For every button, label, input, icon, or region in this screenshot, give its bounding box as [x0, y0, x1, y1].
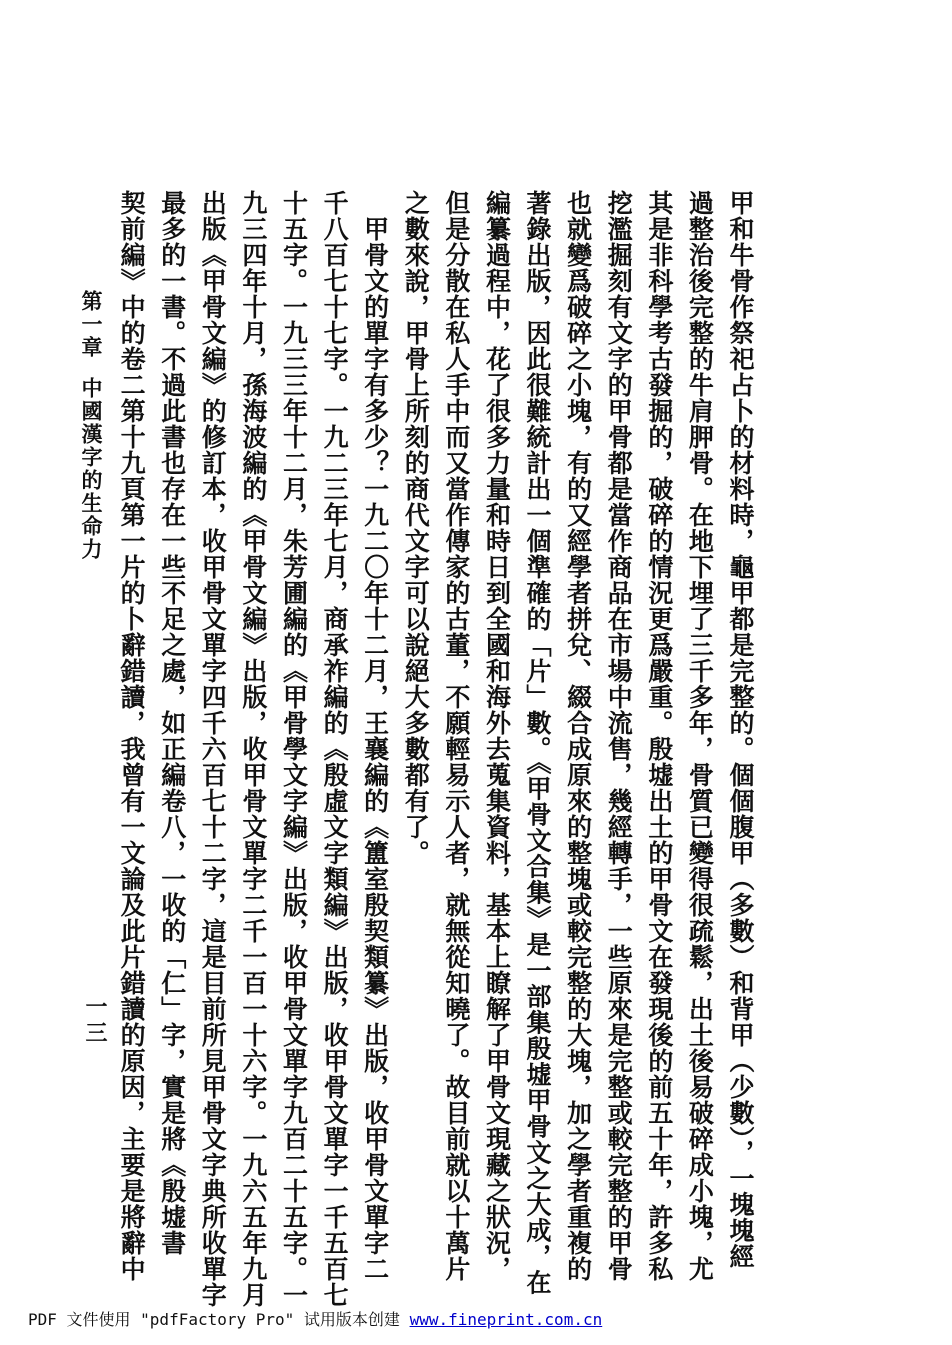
text-column: 也就變爲破碎之小塊，有的又經學者拼兌、綴合成原來的整塊或較完整的大塊，加之學者重複的: [563, 190, 593, 1282]
chapter-title: 中國漢字的生命力: [79, 377, 104, 561]
pdf-footer: [28, 1307, 602, 1330]
text-column: 編纂過程中，花了很多力量和時日到全國和海外去蒐集資料，基本上瞭解了甲骨文現藏之狀況，: [482, 190, 512, 1282]
text-column: 著錄出版，因此很難統計出一個準確的「片」數。《甲骨文合集》是一部集殷墟甲骨文之大成，在: [523, 190, 553, 1296]
page-number: 一三: [82, 995, 108, 1047]
text-column: 甲和牛骨作祭祀占卜的材料時，龜甲都是完整的。個個腹甲（多數）和背甲（少數），一塊塊經: [726, 190, 755, 1270]
footer-text: PDF 文件使用 "pdfFactory Pro" 试用版本创建: [28, 1310, 410, 1329]
text-column: 九三四年十月，孫海波編的《甲骨文編》出版，收甲骨文單字二千一百一十六字。一九六五年九月: [238, 190, 268, 1308]
chapter-label: 第一章: [79, 290, 104, 359]
text-column: 但是分散在私人手中而又當作傳家的古董，不願輕易示人者，就無從知曉了。故目前就以十萬片: [441, 190, 471, 1282]
running-head: [76, 290, 106, 561]
text-column: 出版《甲骨文編》的修訂本，收甲骨文單字四千六百七十二字，這是目前所見甲骨文字典所收單字: [198, 190, 228, 1308]
text-column: 其是非科學考古發掘的，破碎的情況更爲嚴重。殷墟出土的甲骨文在發現後的前五十年，許多私: [644, 190, 674, 1282]
text-column: 甲骨文的單字有多少？一九二〇年十二月，王襄編的《簠室殷契類纂》出版，收甲骨文單字二: [360, 190, 390, 1282]
footer-link[interactable]: www.fineprint.com.cn: [409, 1310, 603, 1329]
text-column: 之數來說，甲骨上所刻的商代文字可以說絕大多數都有了。: [401, 190, 431, 866]
text-column: 挖濫掘刻有文字的甲骨都是當作商品在市場中流售，幾經轉手，一些原來是完整或較完整的甲骨: [604, 190, 634, 1282]
main-text-block: [111, 190, 761, 1308]
text-column: 十五字。一九三三年十二月，朱芳圃編的《甲骨學文字編》出版，收甲骨文單字九百二十五字。一: [279, 190, 309, 1308]
text-column: 最多的一書。不過此書也存在一些不足之處，如正編卷八，一收的「仁」字，實是將《殷墟書: [157, 190, 187, 1256]
text-column: 千八百七十七字。一九二三年七月，商承祚編的《殷虛文字類編》出版，收甲骨文單字一千五百七: [320, 190, 350, 1308]
text-column: 過整治後完整的牛肩胛骨。在地下埋了三千多年，骨質已變得很疏鬆，出土後易破碎成小塊，尤: [685, 190, 715, 1282]
text-column: 契前編》中的卷二第十九頁第一片的卜辭錯讀，我曾有一文論及此片錯讀的原因，主要是將辭中: [117, 190, 147, 1282]
